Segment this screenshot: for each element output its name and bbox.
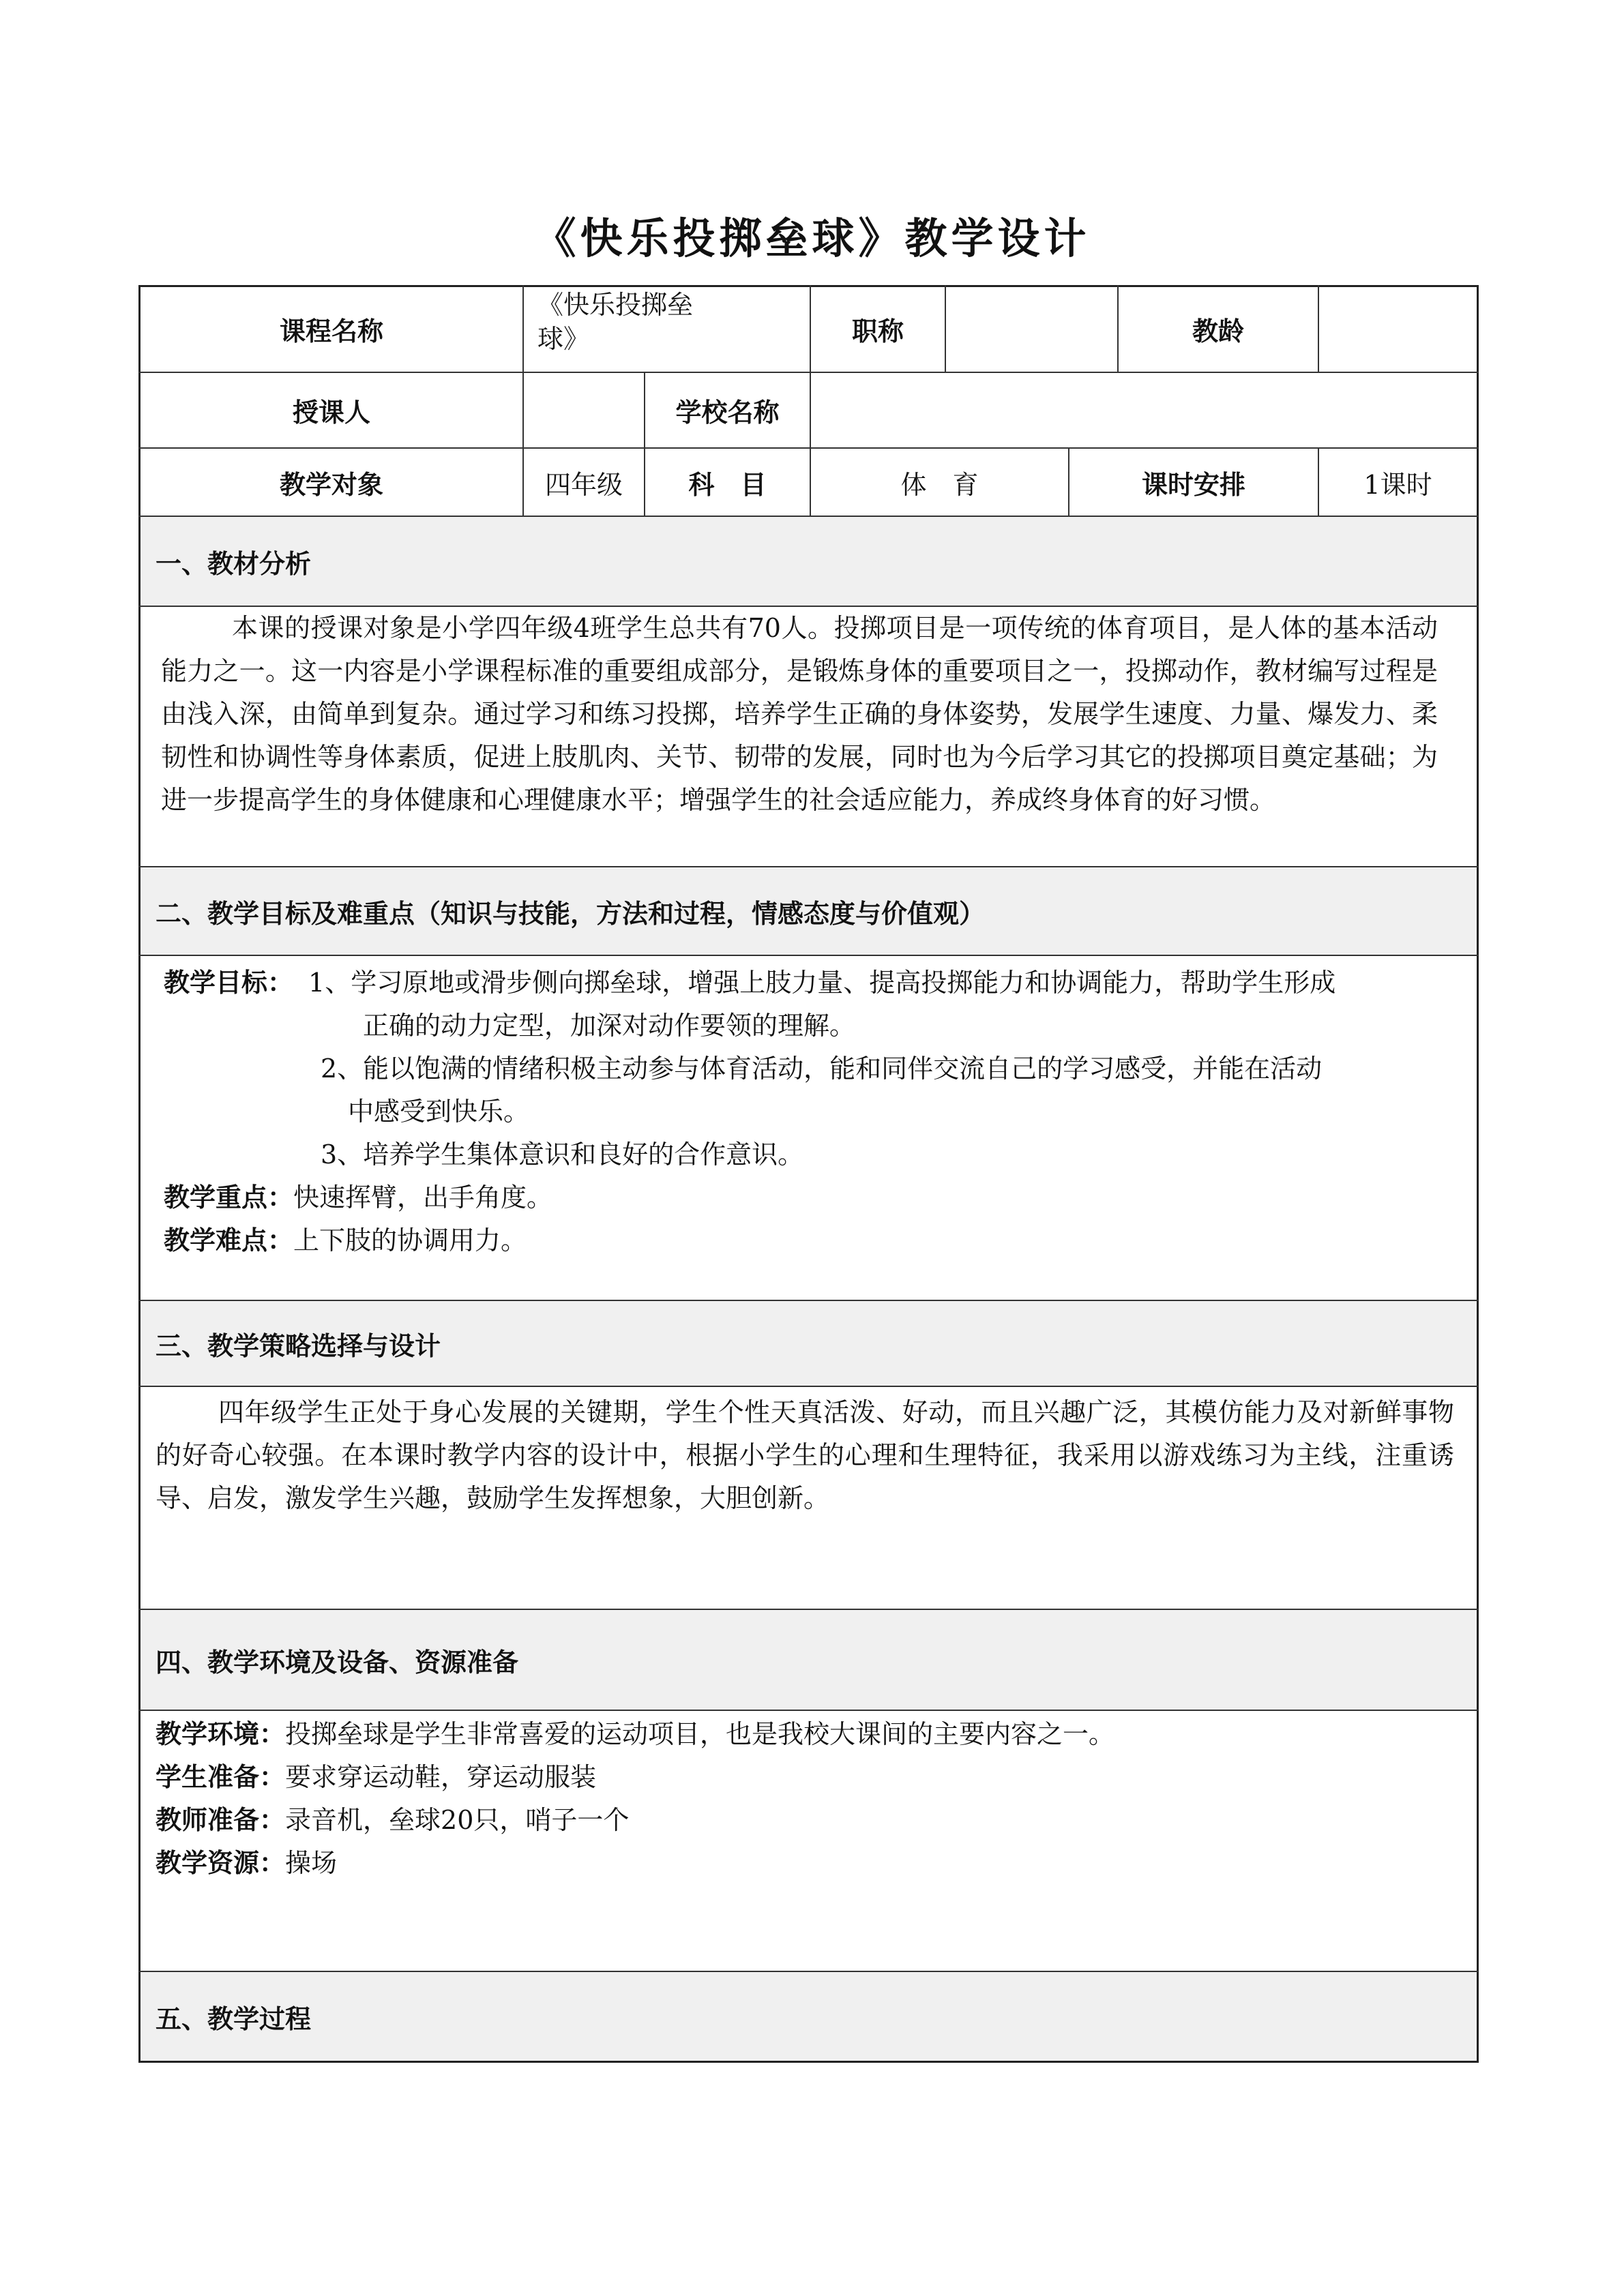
course-name-value-line2: 球》 [537, 324, 590, 354]
course-name-value-line1: 《快乐投掷垒 [537, 290, 694, 320]
key-point-label: 教学重点： [164, 1182, 294, 1212]
environment-text: 投掷垒球是学生非常喜爱的运动项目，也是我校大课间的主要内容之一。 [285, 1719, 1115, 1749]
section1-heading: 一、教材分析 [156, 548, 312, 579]
goal2-first-line: 2、能以饱满的情绪积极主动参与体育活动，能和同伴交流自己的学习感受，并能在活动 [321, 1054, 1323, 1084]
page-title: 《快乐投掷垒球》教学设计 [533, 213, 1091, 263]
section5-heading: 五、教学过程 [156, 2003, 312, 2034]
goal-label: 教学目标： [164, 967, 294, 998]
teacher-value [524, 373, 644, 447]
row-divider [138, 1710, 1479, 1711]
col-divider [522, 285, 524, 372]
schedule-value: 1课时 [1363, 469, 1432, 500]
target-value: 四年级 [544, 469, 623, 500]
key-point-line [164, 1176, 552, 1214]
row-divider [138, 516, 1479, 517]
goal-line [164, 961, 1335, 999]
section4-heading: 四、教学环境及设备、资源准备 [156, 1646, 519, 1678]
row-divider [138, 955, 1479, 956]
goal2-second-line: 中感受到快乐。 [348, 1097, 530, 1127]
school-name-label: 学校名称 [675, 397, 780, 428]
schedule-label: 课时安排 [1141, 468, 1245, 500]
subject-value: 体 育 [900, 469, 979, 500]
resources-label: 教学资源： [156, 1847, 286, 1878]
row-divider [138, 1971, 1479, 1972]
target-label: 教学对象 [279, 468, 383, 500]
section2-heading: 二、教学目标及难重点（知识与技能，方法和过程，情感态度与价值观） [156, 897, 986, 929]
teaching-years-label: 教龄 [1192, 316, 1244, 346]
subject-label: 科 目 [688, 468, 767, 500]
lesson-plan-table [138, 285, 1479, 2063]
teaching-years-value [1319, 286, 1477, 372]
section1-body: 本课的授课对象是小学四年级4班学生总共有70人。投掷项目是一项传统的体育项目，是人体的基本活动能力之一。这一内容是小学课程标准的重要组成部分，是锻炼身体的重要项目之一，投掷动作，教材编写过程是由浅入深，由简单到复杂。通过学习和练习投掷，培养学生正确的身体姿势，发展学生速度、力量、爆发力、柔韧性和协调性等身体素质，促进上肢肌肉、关节、韧带的发展，同时也为今后学习其它的投掷项目奠定基础；为进一步提高学生的身体健康和心理健康水平；增强学生的社会适应能力，养成终身体育的好习惯。 [161, 613, 1438, 815]
key-point-text: 快速挥臂，出手角度。 [293, 1182, 553, 1212]
environment-label: 教学环境： [156, 1718, 286, 1749]
resources-text: 操场 [285, 1848, 338, 1878]
goal3-line: 3、培养学生集体意识和良好的合作意识。 [321, 1139, 804, 1169]
goal1-first-line: 1、学习原地或滑步侧向掷垒球，增强上肢力量、提高投掷能力和协调能力，帮助学生形成 [308, 968, 1336, 998]
student-prep-line [156, 1756, 596, 1793]
teacher-prep-label: 教师准备： [156, 1804, 286, 1835]
course-name-value [537, 288, 803, 356]
teacher-prep-text: 录音机，垒球20只，哨子一个 [285, 1805, 630, 1835]
difficulty-text: 上下肢的协调用力。 [293, 1225, 527, 1255]
teacher-prep-line [156, 1799, 629, 1836]
course-name-label: 课程名称 [279, 316, 383, 346]
job-title-value [946, 286, 1117, 372]
section3-body: 四年级学生正处于身心发展的关键期，学生个性天真活泼、好动，而且兴趣广泛，其模仿能力及对新鲜事物的好奇心较强。在本课时教学内容的设计中，根据小学生的心理和生理特征，我采用以游戏练习为主线，注重诱导、启发，激发学生兴趣，鼓励学生发挥想象，大胆创新。 [156, 1397, 1454, 1513]
section3-heading: 三、教学策略选择与设计 [156, 1330, 441, 1361]
difficulty-label: 教学难点： [164, 1225, 294, 1255]
school-name-value [811, 373, 1477, 447]
student-prep-text: 要求穿运动鞋，穿运动服装 [285, 1762, 597, 1792]
student-prep-label: 学生准备： [156, 1761, 286, 1792]
environment-line [156, 1713, 1114, 1750]
resources-line [156, 1842, 337, 1879]
teacher-label: 授课人 [292, 397, 370, 428]
row-divider [138, 1386, 1479, 1387]
difficulty-line [164, 1219, 527, 1257]
job-title-label: 职称 [851, 316, 904, 346]
goal1-second-line: 正确的动力定型，加深对动作要领的理解。 [363, 1011, 856, 1041]
